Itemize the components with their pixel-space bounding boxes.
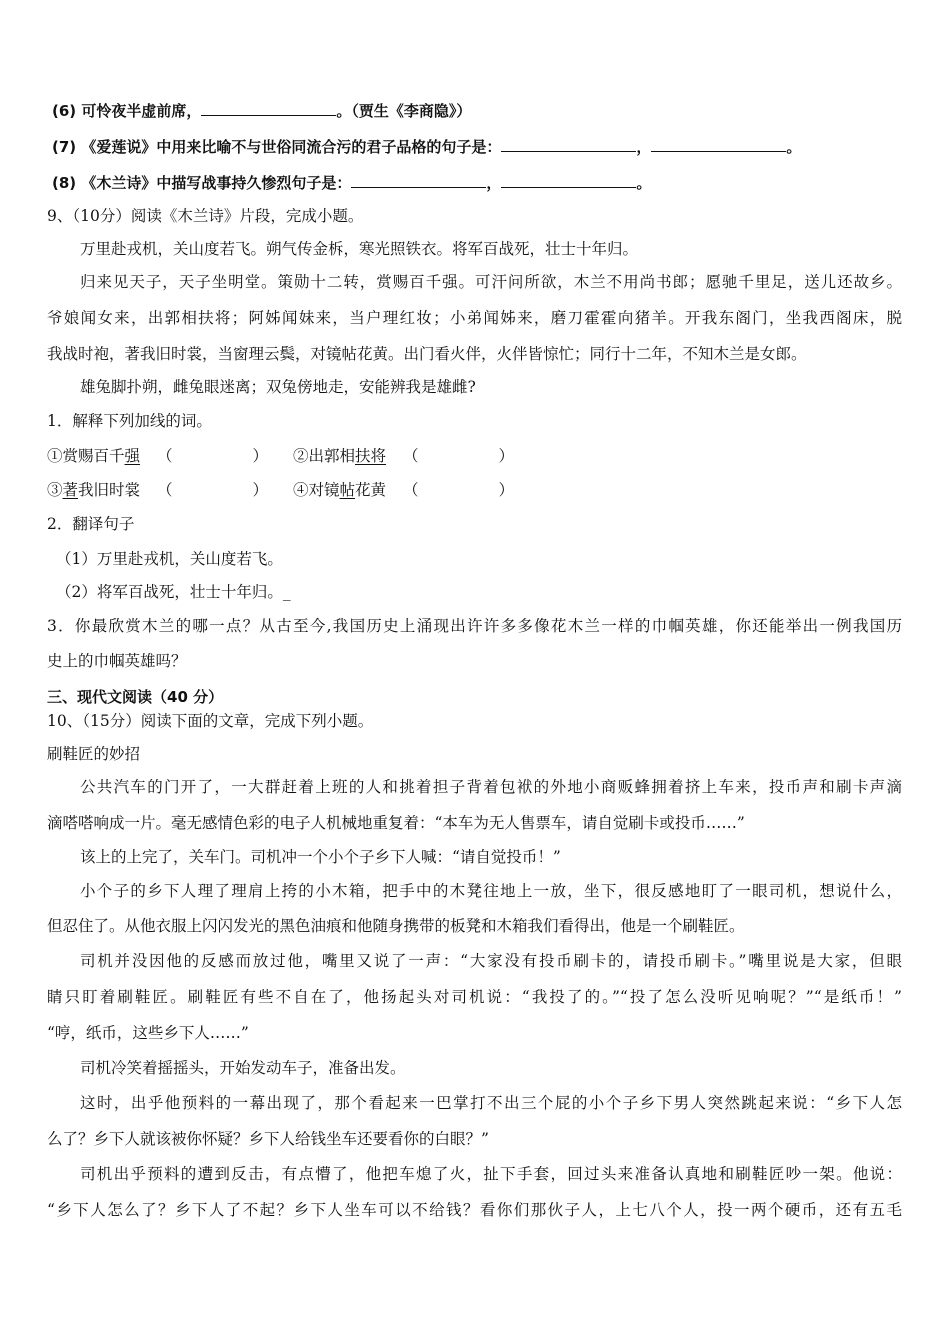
article-para-line: 小个子的乡下人理了理肩上挎的小木箱，把手中的木凳往地上一放，坐下，很反感地盯了一眼司机，想说什么，	[80, 882, 902, 900]
question-9-header: 9、（10分）阅读《木兰诗》片段，完成小题。	[47, 207, 364, 225]
article-para-line: 司机出乎预料的遭到反击，有点懵了，他把车熄了火，扯下手套，回过头来准备认真地和刷鞋匠吵一架。他说：	[80, 1165, 902, 1183]
answer-blank[interactable]	[501, 173, 636, 188]
poem-para-1: 万里赴戎机，关山度若飞。朔气传金柝，寒光照铁衣。将军百战死，壮士十年归。	[80, 240, 639, 258]
answer-paren[interactable]: （ ）	[157, 447, 269, 465]
article-para-line: 滴嗒嗒响成一片。毫无感情色彩的电子人机械地重复着：“本车为无人售票车，请自觉刷卡或投币……”	[47, 814, 745, 832]
article-para-line: 司机并没因他的反感而放过他，嘴里又说了一声：“大家没有投币刷卡的，请投币刷卡。”嘴里说是大家，但眼	[80, 952, 902, 970]
word-item-1: ①赏赐百千强	[47, 447, 141, 465]
article-para-line: 但忍住了。从他衣服上闪闪发光的黑色油痕和他随身携带的板凳和木箱我们看得出，他是一个刷鞋匠。	[47, 917, 745, 935]
translate-2: （2）将军百战死，壮士十年归。_	[56, 583, 291, 601]
poem-para-2-line: 我战时袍，著我旧时裳，当窗理云鬓，对镜帖花黄。出门看火伴，火伴皆惊忙；同行十二年，不知木兰是女郎。	[47, 345, 807, 363]
answer-blank[interactable]	[201, 101, 336, 116]
answer-paren[interactable]: （ ）	[157, 481, 269, 499]
fill-question-6: (6) 可怜夜半虚前席， 。（贾生《李商隐》）	[52, 102, 472, 120]
answer-paren[interactable]: （ ）	[403, 447, 515, 465]
answer-blank[interactable]	[351, 173, 486, 188]
article-para-line: 这时，出乎他预料的一幕出现了，那个看起来一巴掌打不出三个屁的小个子乡下男人突然跳起来说：“乡下人怎	[80, 1094, 902, 1112]
sub-question-3-line: 史上的巾帼英雄吗？	[47, 652, 187, 670]
answer-blank[interactable]	[501, 137, 636, 152]
article-para-line: 司机冷笑着摇摇头，开始发动车子，准备出发。	[80, 1059, 406, 1077]
sub-question-1: 1．解释下列加线的词。	[47, 412, 212, 430]
translate-1: （1）万里赴戎机，关山度若飞。	[56, 550, 283, 568]
article-para-line: “乡下人怎么了？乡下人了不起？乡下人坐车可以不给钱？看你们那伙子人，上七八个人，投一两个硬币，还有五毛	[47, 1201, 902, 1219]
fill-question-8: (8) 《木兰诗》中描写战事持久惨烈句子是： ， 。	[52, 174, 652, 192]
answer-blank[interactable]	[651, 137, 786, 152]
poem-para-3: 雄兔脚扑朔，雌兔眼迷离；双兔傍地走，安能辨我是雄雌?	[80, 378, 476, 396]
fill-question-7: (7) 《爱莲说》中用来比喻不与世俗同流合污的君子品格的句子是： ， 。	[52, 138, 802, 156]
word-row-1	[47, 445, 902, 467]
article-para-line: 公共汽车的门开了，一大群赶着上班的人和挑着担子背着包袱的外地小商贩蜂拥着挤上车来，投币声和刷卡声滴	[80, 778, 902, 796]
poem-para-2-line: 爷娘闻女来，出郭相扶将；阿姊闻妹来，当户理红妆；小弟闻姊来，磨刀霍霍向猪羊。开我东阁门，坐我西阁床，脱	[47, 309, 902, 327]
poem-para-2-line: 归来见天子，天子坐明堂。策勋十二转，赏赐百千强。可汗问所欲，木兰不用尚书郎；愿驰千里足，送儿还故乡。	[80, 273, 902, 291]
answer-paren[interactable]: （ ）	[403, 481, 515, 499]
word-item-2: ②出郭相扶将	[293, 447, 387, 465]
article-para-line: 该上的上完了，关车门。司机冲一个小个子乡下人喊：“请自觉投币！”	[80, 848, 561, 866]
sub-question-3-line: 3．你最欣赏木兰的哪一点？从古至今,我国历史上涌现出许许多多像花木兰一样的巾帼英雄，你还能举出一例我国历	[47, 617, 902, 635]
article-title: 刷鞋匠的妙招	[47, 745, 141, 763]
word-item-4: ④对镜帖花黄	[293, 481, 387, 499]
question-10-header: 10、（15分）阅读下面的文章，完成下列小题。	[47, 712, 374, 730]
section-title: 三、现代文阅读（40 分）	[47, 688, 224, 706]
article-para-line: 么了？乡下人就该被你怀疑？乡下人给钱坐车还要看你的白眼？”	[47, 1130, 489, 1148]
word-row-2	[47, 479, 902, 501]
article-para-line: “哼，纸币，这些乡下人……”	[47, 1024, 249, 1042]
word-item-3: ③著我旧时裳	[47, 481, 141, 499]
sub-question-2: 2．翻译句子	[47, 515, 135, 533]
article-para-line: 睛只盯着刷鞋匠。刷鞋匠有些不自在了，他扬起头对司机说：“我投了的。”“投了怎么没听见响呢？”“是纸币！”	[47, 988, 902, 1006]
